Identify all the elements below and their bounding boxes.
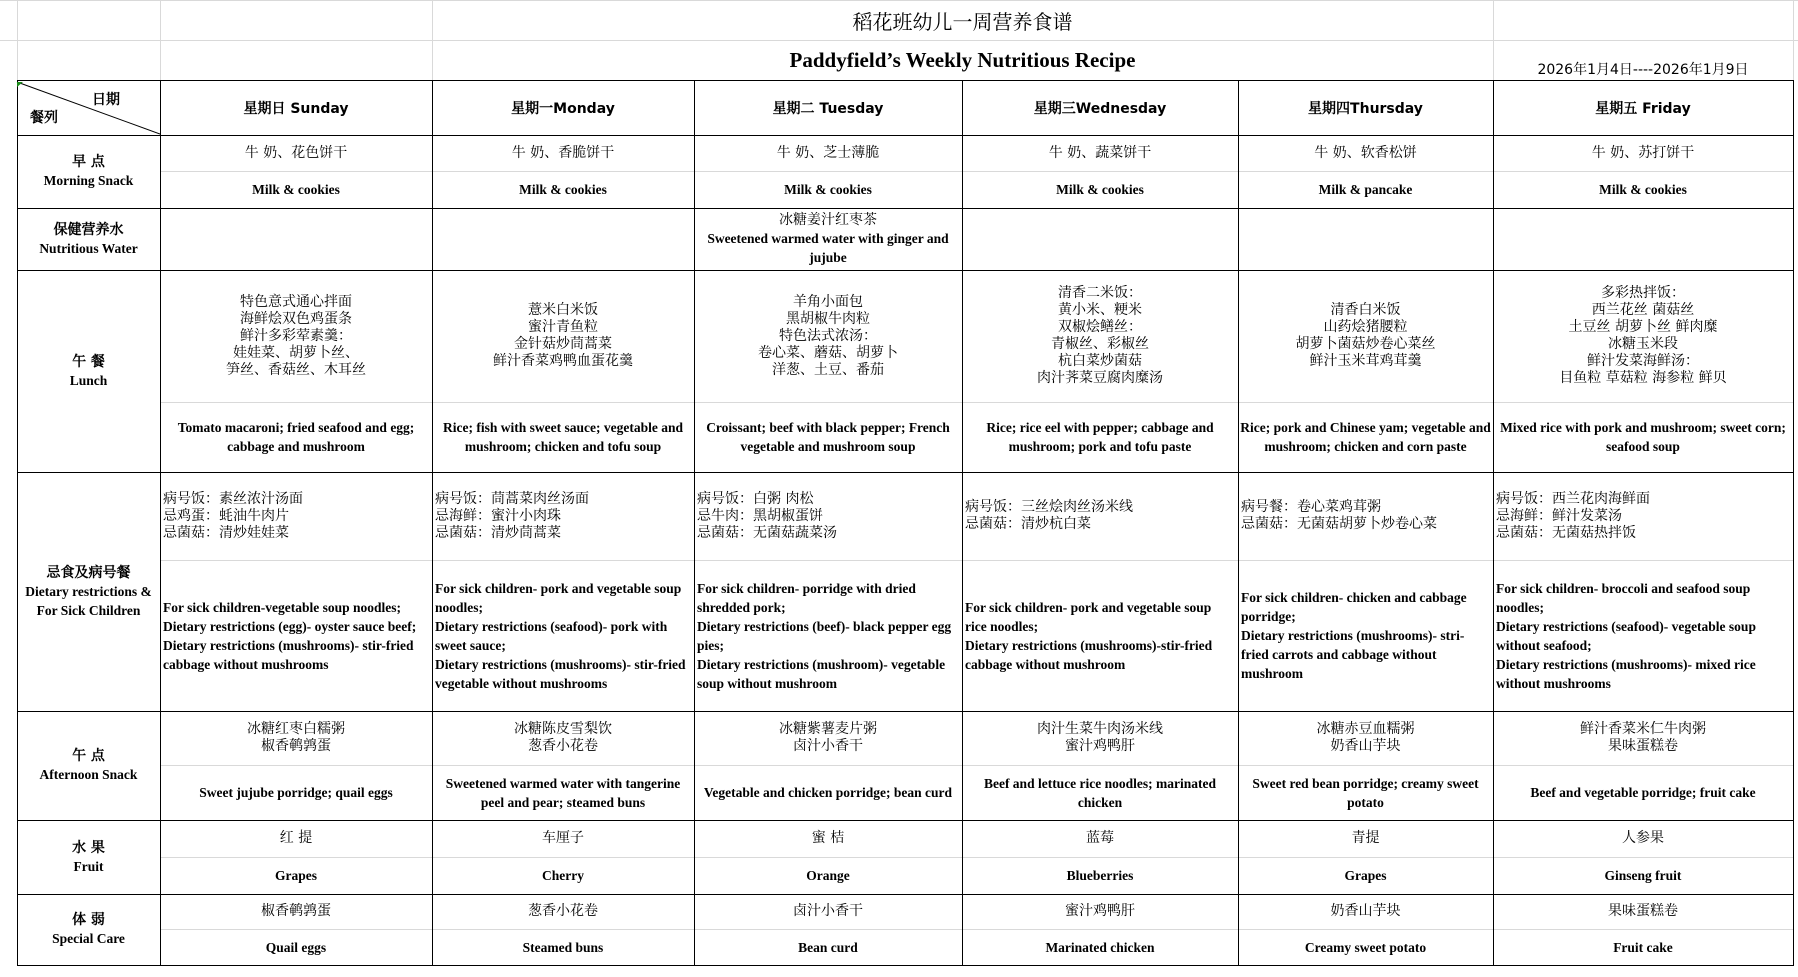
- lunch-en-text: Croissant; beef with black pepper; French vegetable and mushroom soup: [706, 420, 950, 454]
- row-label-morning: [17, 135, 160, 208]
- title-cn: 稻花班幼儿一周营养食谱: [852, 9, 1073, 34]
- diet-zh: [432, 472, 694, 560]
- morning-zh: [1238, 135, 1493, 171]
- diet-en-line: Dietary restrictions (mushrooms)- stir-fried cabbage without mushrooms: [163, 637, 414, 672]
- afternoon-zh-line: 肉汁生菜牛肉汤米线: [1037, 721, 1163, 737]
- fruit-en-text: Grapes: [275, 868, 317, 883]
- row-label-en: Morning Snack: [43, 173, 134, 188]
- care-zh: [160, 894, 432, 929]
- day-header: [1493, 80, 1793, 135]
- table-line-v: [1793, 80, 1794, 966]
- afternoon-zh: [962, 711, 1238, 765]
- diet-zh-line: 忌菌菇：无菌菇蔬菜汤: [697, 524, 837, 541]
- diet-zh: [1493, 472, 1793, 560]
- diet-zh-line: 忌菌菇：无菌菇热拌饭: [1496, 524, 1636, 541]
- lunch-zh-line: 卷心菜、蘑菇、胡萝卜: [758, 344, 898, 361]
- morning-zh-text: 牛 奶、香脆饼干: [511, 144, 615, 161]
- lunch-zh-line: 清香二米饭：: [1058, 285, 1142, 301]
- diet-en-line: For sick children- pork and vegetable soup rice noodles;: [965, 599, 1212, 634]
- care-en-text: Quail eggs: [265, 939, 327, 955]
- afternoon-zh: [694, 711, 962, 765]
- morning-zh-text: 牛 奶、软香松饼: [1314, 144, 1417, 161]
- afternoon-en: [962, 765, 1238, 820]
- lunch-zh-line: 洋葱、土豆、番茄: [772, 361, 884, 378]
- afternoon-en: [1493, 765, 1793, 820]
- lunch-zh-line: 土豆丝 胡萝卜丝 鲜肉糜: [1568, 319, 1718, 335]
- lunch-zh-line: 笋丝、香菇丝、木耳丝: [226, 361, 366, 378]
- diet-en: [694, 560, 962, 711]
- diet-en: [160, 560, 432, 711]
- diet-zh-line: 病号饭：茼蒿菜肉丝汤面: [435, 490, 589, 507]
- diet-zh-line: 忌菌菇：清炒杭白菜: [965, 516, 1091, 532]
- title-en: Paddyfield’s Weekly Nutritious Recipe: [789, 47, 1136, 72]
- diet-zh-line: 忌海鲜：蜜汁小肉珠: [435, 507, 561, 524]
- grid-line-v: [160, 0, 161, 80]
- diet-zh-line: 忌菌菇：清炒茼蒿菜: [435, 524, 561, 541]
- lunch-en-text: Rice; fish with sweet sauce; vegetable and mushroom; chicken and tofu soup: [443, 420, 683, 454]
- morning-en: [160, 171, 432, 208]
- afternoon-en: [694, 765, 962, 820]
- diet-en-line: Dietary restrictions (mushrooms)- mixed rice without mushrooms: [1496, 656, 1756, 691]
- lunch-zh: [432, 270, 694, 402]
- fruit-en-text: Blueberries: [1066, 868, 1134, 883]
- lunch-en-text: Mixed rice with pork and mushroom; sweet corn; seafood soup: [1500, 420, 1786, 454]
- row-label-zh: 早 点: [72, 154, 105, 170]
- day-header: [1238, 80, 1493, 135]
- lunch-zh-line: 特色法式浓汤：: [779, 327, 877, 344]
- row-label-zh: 保健营养水: [53, 221, 124, 238]
- morning-en-text: Milk & cookies: [1056, 182, 1144, 197]
- afternoon-zh-line: 冰糖红枣白糯粥: [247, 721, 345, 737]
- diet-zh-line: 病号饭：素丝浓汁汤面: [163, 490, 303, 507]
- fruit-zh-text: 人参果: [1622, 830, 1664, 846]
- row-label-zh: 体 弱: [72, 912, 105, 928]
- lunch-en: [1238, 402, 1493, 472]
- afternoon-en: [1238, 765, 1493, 820]
- row-label-care: [17, 894, 160, 965]
- care-zh-text: 卤汁小香干: [793, 903, 863, 919]
- day-header-label: 星期二 Tuesday: [772, 100, 884, 117]
- fruit-zh-text: 青提: [1351, 830, 1380, 846]
- lunch-en-text: Tomato macaroni; fried seafood and egg; cabbage and mushroom: [177, 420, 415, 454]
- care-en: [694, 929, 962, 965]
- lunch-zh-line: 鲜汁香菜鸡鸭血蛋花羹: [493, 353, 633, 369]
- fruit-en: [962, 857, 1238, 894]
- diet-zh-line: 病号饭：三丝烩肉丝汤米线: [965, 499, 1133, 515]
- lunch-zh-line: 青椒丝、彩椒丝: [1051, 336, 1149, 352]
- afternoon-en-text: Sweet red bean porridge; creamy sweet potato: [1252, 775, 1479, 810]
- lunch-zh-line: 特色意式通心拌面: [240, 293, 352, 310]
- diet-zh-line: 病号餐：卷心菜鸡茸粥: [1241, 499, 1381, 515]
- fruit-en-text: Cherry: [542, 868, 584, 883]
- row-label-en: Dietary restrictions & For Sick Children: [25, 583, 152, 618]
- row-label-en: Afternoon Snack: [39, 767, 138, 782]
- row-label-en: Nutritious Water: [39, 240, 138, 256]
- care-zh-text: 椒香鹌鹑蛋: [261, 903, 331, 919]
- afternoon-en: [160, 765, 432, 820]
- care-en: [432, 929, 694, 965]
- date-range: 2026年1月4日----2026年1月9日: [1537, 62, 1749, 78]
- row-label-zh: 忌食及病号餐: [46, 564, 131, 581]
- diet-en-line: For sick children- pork and vegetable soup noodles;: [435, 580, 682, 615]
- lunch-zh-line: 胡萝卜菌菇炒卷心菜丝: [1295, 336, 1436, 352]
- diet-en-line: For sick children- porridge with dried shredded pork;: [697, 580, 916, 615]
- afternoon-en-text: Vegetable and chicken porridge; bean curd: [703, 785, 953, 800]
- afternoon-zh-line: 奶香山芋块: [1330, 738, 1401, 754]
- diet-en-line: For sick children- chicken and cabbage porridge;: [1241, 590, 1467, 624]
- lunch-zh-line: 目鱼粒 草菇粒 海参粒 鲜贝: [1559, 370, 1727, 386]
- row-label-en: Special Care: [52, 931, 125, 946]
- diet-zh-line: 忌鸡蛋：蚝油牛肉片: [163, 507, 289, 524]
- corner-meal-label: 餐列: [30, 110, 58, 126]
- afternoon-en: [432, 765, 694, 820]
- fruit-zh-text: 车厘子: [542, 830, 584, 846]
- lunch-zh-line: 清香白米饭: [1330, 302, 1401, 318]
- day-header-label: 星期一Monday: [511, 100, 615, 117]
- diet-en-line: Dietary restrictions (seafood)- vegetable soup without seafood;: [1496, 618, 1756, 653]
- corner-diagonal: [0, 0, 160, 135]
- care-en: [1493, 929, 1793, 965]
- diet-en-line: Dietary restrictions (seafood)- pork with sweet sauce;: [435, 618, 668, 653]
- diet-en: [432, 560, 694, 711]
- day-header: [962, 80, 1238, 135]
- morning-zh: [962, 135, 1238, 171]
- lunch-zh: [962, 270, 1238, 402]
- row-label-zh: 水 果: [72, 839, 105, 856]
- row-label-zh: 午 点: [72, 748, 105, 764]
- lunch-zh: [1493, 270, 1793, 402]
- afternoon-zh-line: 鲜汁香菜米仁牛肉粥: [1580, 721, 1706, 737]
- lunch-zh: [160, 270, 432, 402]
- care-zh: [1238, 894, 1493, 929]
- lunch-zh-line: 鲜汁多彩荤素羹：: [240, 327, 352, 344]
- morning-zh-text: 牛 奶、蔬菜饼干: [1048, 144, 1152, 161]
- diet-en-line: Dietary restrictions (mushrooms)-stir-fried cabbage without mushroom: [965, 637, 1213, 672]
- afternoon-zh: [1238, 711, 1493, 765]
- lunch-zh-line: 海鲜烩双色鸡蛋条: [240, 310, 352, 327]
- morning-en: [694, 171, 962, 208]
- morning-en-text: Milk & cookies: [784, 182, 872, 197]
- day-header: [432, 80, 694, 135]
- lunch-zh-line: 黑胡椒牛肉粒: [786, 310, 870, 327]
- diet-zh-line: 忌菌菇：无菌菇胡萝卜炒卷心菜: [1241, 516, 1437, 532]
- diet-zh-line: 忌菌菇：清炒娃娃菜: [163, 524, 289, 541]
- row-label-afternoon: [17, 711, 160, 820]
- care-zh: [962, 894, 1238, 929]
- care-en-text: Marinated chicken: [1045, 939, 1155, 955]
- afternoon-zh-line: 蜜汁鸡鸭肝: [1065, 738, 1135, 754]
- care-zh: [1493, 894, 1793, 929]
- care-en: [962, 929, 1238, 965]
- fruit-zh: [1238, 820, 1493, 857]
- lunch-en-text: Rice; rice eel with pepper; cabbage and mushroom; pork and tofu paste: [986, 420, 1214, 454]
- lunch-zh-line: 山药烩猪腰粒: [1323, 319, 1408, 335]
- diet-zh-line: 忌海鲜：鲜汁发菜汤: [1496, 507, 1622, 524]
- row-label-diet: [17, 472, 160, 711]
- lunch-zh-line: 黄小米、粳米: [1058, 302, 1142, 318]
- diet-zh-line: 忌牛肉：黑胡椒蛋饼: [697, 507, 823, 524]
- fruit-zh: [160, 820, 432, 857]
- day-header-label: 星期四Thursday: [1308, 100, 1423, 117]
- diet-zh: [1238, 472, 1493, 560]
- diet-en: [1238, 560, 1493, 711]
- care-zh-text: 奶香山芋块: [1330, 903, 1401, 919]
- lunch-en: [1493, 402, 1793, 472]
- morning-en: [432, 171, 694, 208]
- lunch-zh-line: 鲜汁玉米茸鸡茸羹: [1309, 353, 1422, 369]
- lunch-zh: [1238, 270, 1493, 402]
- fruit-zh: [432, 820, 694, 857]
- row-label-lunch: [17, 270, 160, 472]
- care-en-text: Creamy sweet potato: [1304, 939, 1427, 955]
- afternoon-zh: [432, 711, 694, 765]
- morning-en-text: Milk & cookies: [252, 182, 340, 197]
- lunch-zh-line: 羊角小面包: [793, 293, 863, 310]
- day-header: [694, 80, 962, 135]
- afternoon-zh: [160, 711, 432, 765]
- morning-zh-text: 牛 奶、花色饼干: [244, 144, 348, 161]
- lunch-zh-line: 肉汁荠菜豆腐肉糜汤: [1037, 370, 1163, 386]
- lunch-en: [962, 402, 1238, 472]
- care-zh-text: 蜜汁鸡鸭肝: [1065, 903, 1135, 919]
- fruit-en: [1238, 857, 1493, 894]
- row-label-en: Lunch: [69, 372, 108, 388]
- diet-en: [1493, 560, 1793, 711]
- lunch-zh-line: 冰糖玉米段: [1608, 336, 1678, 352]
- afternoon-zh-line: 椒香鹌鹑蛋: [261, 738, 331, 754]
- table-line-h: [17, 965, 1794, 966]
- fruit-zh: [962, 820, 1238, 857]
- lunch-zh-line: 娃娃菜、胡萝卜丝、: [233, 344, 359, 361]
- lunch-zh-line: 金针菇炒茼蒿菜: [514, 336, 612, 352]
- lunch-en: [160, 402, 432, 472]
- care-en-text: Fruit cake: [1613, 939, 1673, 955]
- morning-zh: [432, 135, 694, 171]
- morning-en-text: Milk & cookies: [1599, 182, 1687, 197]
- fruit-en: [694, 857, 962, 894]
- fruit-en-text: Orange: [806, 868, 850, 883]
- diet-en: [962, 560, 1238, 711]
- diet-en-line: Dietary restrictions (mushrooms)- stir-fried vegetable without mushrooms: [435, 656, 686, 691]
- lunch-zh-line: 鲜汁发菜海鲜汤：: [1587, 353, 1699, 369]
- lunch-en-text: Rice; pork and Chinese yam; vegetable and mushroom; chicken and corn paste: [1240, 420, 1491, 454]
- afternoon-zh-line: 冰糖陈皮雪梨饮: [514, 721, 612, 737]
- fruit-zh-text: 蜜 桔: [811, 830, 845, 846]
- afternoon-en-text: Beef and lettuce rice noodles; marinated chicken: [983, 775, 1217, 810]
- row-label-zh: 午 餐: [72, 353, 105, 370]
- fruit-zh-text: 蓝莓: [1086, 830, 1114, 846]
- lunch-zh-line: 杭白菜炒菌菇: [1058, 353, 1142, 369]
- water-en-text: Sweetened warmed water with ginger and jujube: [707, 230, 949, 265]
- row-label-fruit: [17, 820, 160, 894]
- lunch-zh-line: 薏米白米饭: [528, 302, 598, 318]
- afternoon-zh-line: 卤汁小香干: [793, 738, 863, 754]
- afternoon-zh-line: 葱香小花卷: [528, 738, 598, 754]
- morning-en: [1493, 171, 1793, 208]
- afternoon-zh-line: 冰糖赤豆血糯粥: [1316, 721, 1415, 737]
- corner-date-label: 日期: [92, 92, 120, 108]
- care-en-text: Bean curd: [798, 939, 858, 955]
- diet-zh: [160, 472, 432, 560]
- diet-en-line: Dietary restrictions (mushrooms)- stri-fried carrots and cabbage without mushroom: [1241, 628, 1465, 681]
- lunch-zh-line: 双椒烩鳝丝：: [1058, 319, 1142, 335]
- fruit-en: [432, 857, 694, 894]
- fruit-zh: [694, 820, 962, 857]
- diet-zh: [694, 472, 962, 560]
- diet-zh: [962, 472, 1238, 560]
- morning-en: [962, 171, 1238, 208]
- day-header-label: 星期五 Friday: [1595, 100, 1691, 117]
- fruit-zh: [1493, 820, 1793, 857]
- fruit-zh-text: 红 提: [279, 830, 313, 846]
- day-header-label: 星期日 Sunday: [243, 100, 349, 117]
- row-label-en: Fruit: [73, 858, 104, 874]
- care-zh: [432, 894, 694, 929]
- afternoon-zh-line: 冰糖紫薯麦片粥: [779, 721, 877, 737]
- diet-en-line: For sick children-vegetable soup noodles;: [163, 599, 402, 615]
- afternoon-en-text: Beef and vegetable porridge; fruit cake: [1530, 785, 1756, 800]
- afternoon-zh-line: 果味蛋糕卷: [1608, 738, 1678, 754]
- grid-line-v: [1793, 0, 1794, 80]
- morning-en-text: Milk & pancake: [1318, 182, 1413, 197]
- diet-en-line: For sick children- broccoli and seafood soup noodles;: [1496, 580, 1751, 615]
- lunch-zh: [694, 270, 962, 402]
- diet-zh-line: 病号饭：西兰花肉海鲜面: [1496, 490, 1650, 507]
- lunch-zh-line: 多彩热拌饭：: [1601, 285, 1685, 301]
- fruit-en-text: Grapes: [1344, 868, 1387, 883]
- care-en: [1238, 929, 1493, 965]
- morning-zh: [160, 135, 432, 171]
- care-zh-text: 果味蛋糕卷: [1608, 903, 1678, 919]
- day-header: [160, 80, 432, 135]
- morning-zh-text: 牛 奶、苏打饼干: [1591, 144, 1695, 161]
- diet-en-line: Dietary restrictions (beef)- black pepper egg pies;: [697, 618, 952, 653]
- afternoon-en-text: Sweet jujube porridge; quail eggs: [199, 785, 393, 800]
- morning-zh-text: 牛 奶、芝士薄脆: [776, 144, 880, 161]
- lunch-en: [432, 402, 694, 472]
- row-label-water: [17, 208, 160, 270]
- care-zh: [694, 894, 962, 929]
- fruit-en-text: Ginseng fruit: [1604, 868, 1682, 883]
- afternoon-en-text: Sweetened warmed water with tangerine peel and pear; steamed buns: [445, 775, 681, 810]
- morning-en-text: Milk & cookies: [519, 182, 607, 197]
- morning-en: [1238, 171, 1493, 208]
- lunch-zh-line: 西兰花丝 菌菇丝: [1591, 302, 1695, 318]
- care-en-text: Steamed buns: [522, 939, 604, 955]
- water-zh-text: 冰糖姜汁红枣茶: [779, 211, 877, 228]
- day-header-label: 星期三Wednesday: [1033, 100, 1167, 117]
- diet-en-line: Dietary restrictions (egg)- oyster sauce beef;: [163, 618, 417, 634]
- lunch-zh-line: 蜜汁青鱼粒: [528, 319, 598, 335]
- morning-zh: [1493, 135, 1793, 171]
- care-en: [160, 929, 432, 965]
- fruit-en: [160, 857, 432, 894]
- lunch-en: [694, 402, 962, 472]
- fruit-en: [1493, 857, 1793, 894]
- morning-zh: [694, 135, 962, 171]
- diet-en-line: Dietary restrictions (mushroom)- vegetable soup without mushroom: [697, 656, 946, 691]
- water-cell: [694, 208, 962, 270]
- care-zh-text: 葱香小花卷: [528, 903, 598, 919]
- diet-zh-line: 病号饭：白粥 肉松: [697, 490, 814, 507]
- afternoon-zh: [1493, 711, 1793, 765]
